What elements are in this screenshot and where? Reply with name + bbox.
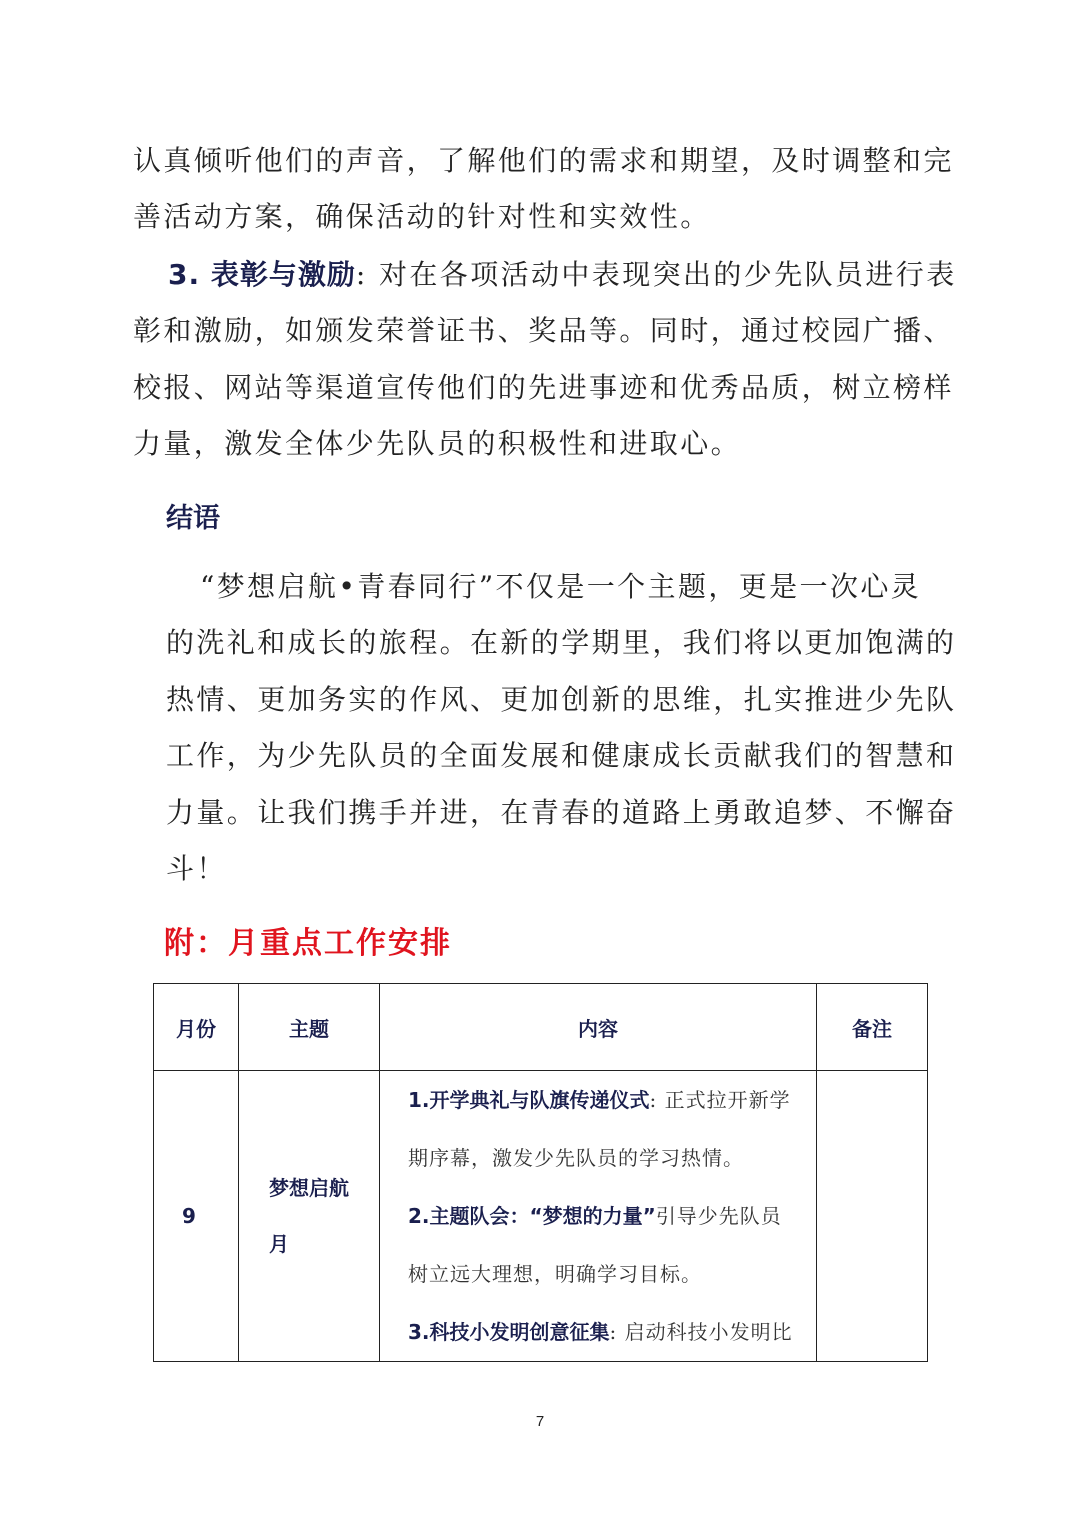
conclusion-line-6: 斗！ bbox=[166, 852, 227, 885]
content-line bbox=[408, 1245, 802, 1303]
header-content: 内容 bbox=[380, 984, 817, 1071]
body-line-1: 认真倾听他们的声音，了解他们的需求和期望，及时调整和完 bbox=[133, 144, 954, 177]
conclusion-heading: 结语 bbox=[166, 503, 220, 534]
item-3-label: 3. 表彰与激励 bbox=[168, 258, 356, 291]
content-item-title: 2.主题队会：“梦想的力量” bbox=[408, 1204, 656, 1228]
cell-note bbox=[817, 1071, 928, 1362]
theme-line-1: 梦想启航 bbox=[269, 1176, 349, 1200]
content-line bbox=[408, 1303, 802, 1361]
body-line-4: 彰和激励，如颁发荣誉证书、奖品等。同时，通过校园广播、 bbox=[133, 314, 954, 347]
conclusion-line-4: 工作，为少先队员的全面发展和健康成长贡献我们的智慧和 bbox=[166, 739, 957, 772]
item-3-text: : 对在各项活动中表现突出的少先队员进行表 bbox=[355, 258, 957, 291]
content-item-text: 期序幕，激发少先队员的学习热情。 bbox=[408, 1146, 744, 1170]
content-item-title: 3.科技小发明创意征集 bbox=[408, 1320, 610, 1344]
header-note: 备注 bbox=[817, 984, 928, 1071]
table-row bbox=[154, 1071, 928, 1362]
content-line bbox=[408, 1187, 802, 1245]
conclusion-line-2: 的洗礼和成长的旅程。在新的学期里，我们将以更加饱满的 bbox=[166, 626, 957, 659]
content-item-text: : 正式拉开新学 bbox=[649, 1088, 791, 1112]
header-month: 月份 bbox=[154, 984, 239, 1071]
conclusion-line-5: 力量。让我们携手并进，在青春的道路上勇敢追梦、不懈奋 bbox=[166, 796, 957, 829]
content-item-text: 树立远大理想，明确学习目标。 bbox=[408, 1262, 702, 1286]
table-header-row bbox=[154, 984, 928, 1071]
conclusion-line-3: 热情、更加务实的作风、更加创新的思维，扎实推进少先队 bbox=[166, 683, 957, 716]
cell-content bbox=[380, 1071, 817, 1362]
body-line-3 bbox=[168, 255, 957, 295]
content-line bbox=[408, 1071, 802, 1129]
content-line bbox=[408, 1129, 802, 1187]
theme-line-2: 月 bbox=[269, 1232, 289, 1256]
content-item-title: 1.开学典礼与队旗传递仪式 bbox=[408, 1088, 650, 1112]
content-item-text: 引导少先队员 bbox=[655, 1204, 782, 1228]
body-line-6: 力量，激发全体少先队员的积极性和进取心。 bbox=[133, 427, 742, 460]
cell-month: 9 bbox=[154, 1071, 239, 1362]
monthly-plan-table bbox=[153, 983, 928, 1362]
body-line-5: 校报、网站等渠道宣传他们的先进事迹和优秀品质，树立榜样 bbox=[133, 371, 954, 404]
cell-theme bbox=[239, 1071, 380, 1362]
conclusion-line-1: “梦想启航•青春同行”不仅是一个主题，更是一次心灵 bbox=[200, 570, 922, 603]
page-number: 7 bbox=[535, 1413, 545, 1430]
content-item-text: : 启动科技小发明比 bbox=[609, 1320, 793, 1344]
body-line-2: 善活动方案，确保活动的针对性和实效性。 bbox=[133, 200, 711, 233]
appendix-heading: 附：月重点工作安排 bbox=[164, 926, 452, 961]
header-theme: 主题 bbox=[239, 984, 380, 1071]
